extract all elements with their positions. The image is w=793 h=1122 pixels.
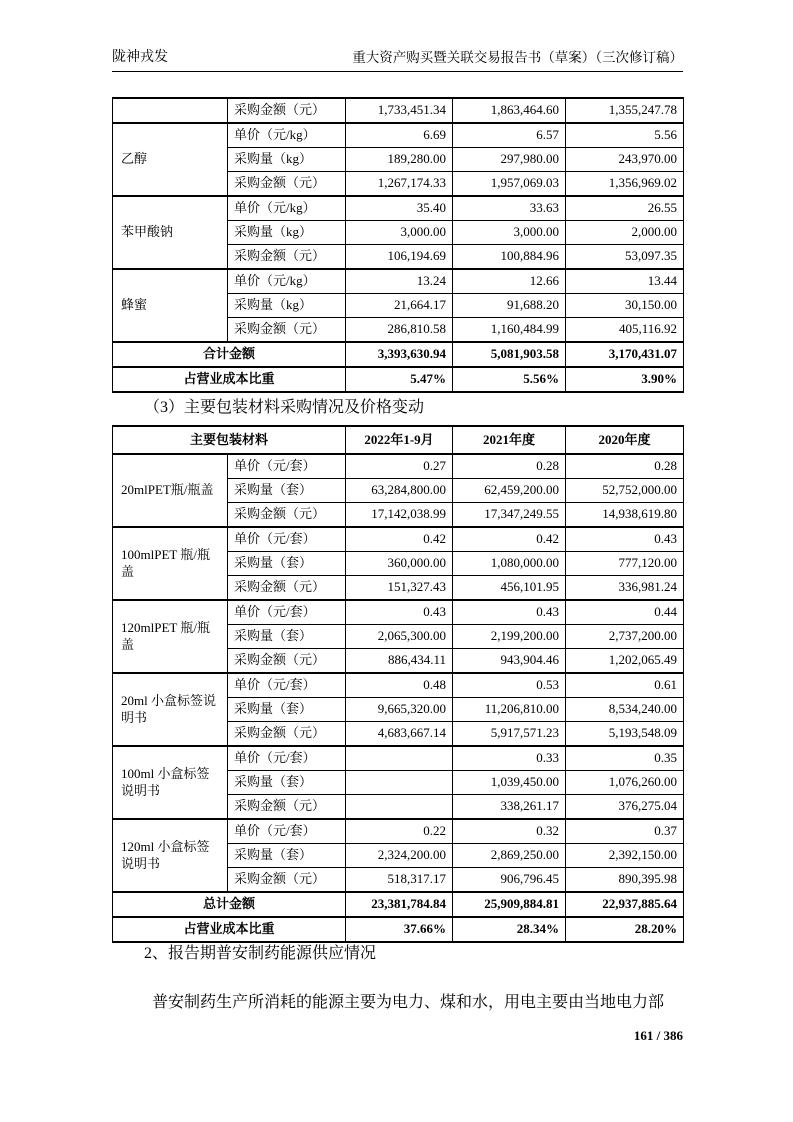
packaging-table-value-cell: 2,869,250.00 [453, 844, 566, 868]
raw-materials-table-value-cell: 100,884.96 [453, 245, 566, 270]
raw-materials-table-value-cell: 1,355,247.78 [566, 98, 684, 123]
raw-materials-table-row [113, 196, 684, 221]
raw-materials-table-value-cell: 1,863,464.60 [453, 98, 566, 123]
packaging-table-value-cell: 0.32 [453, 819, 566, 844]
packaging-table-row [113, 673, 684, 698]
raw-materials-table-value-cell: 3,000.00 [453, 221, 566, 245]
packaging-table-header-row [113, 426, 684, 454]
raw-materials-table-value-cell: 26.55 [566, 196, 684, 221]
raw-materials-table-material-cell: 乙醇 [113, 123, 228, 196]
raw-materials-table-value-cell: 30,150.00 [566, 294, 684, 318]
packaging-table-attribute-cell: 单价（元/套） [228, 673, 346, 698]
raw-materials-table-attribute-cell: 单价（元/kg） [228, 123, 346, 148]
packaging-table-row [113, 819, 684, 844]
packaging-table-value-cell [346, 795, 453, 820]
packaging-table-attribute-cell: 采购量（套） [228, 479, 346, 503]
packaging-table-value-cell: 9,665,320.00 [346, 698, 453, 722]
raw-materials-table-value-cell: 106,194.69 [346, 245, 453, 270]
raw-materials-table-value-cell: 12.66 [453, 269, 566, 294]
packaging-table-material-cell: 100mlPET 瓶/瓶盖 [113, 527, 228, 600]
packaging-table-attribute-cell: 采购金额（元） [228, 649, 346, 674]
packaging-table-attribute-cell: 采购量（套） [228, 844, 346, 868]
raw-materials-table-value-cell: 243,970.00 [566, 148, 684, 172]
packaging-table-value-cell: 456,101.95 [453, 576, 566, 601]
raw-materials-table-value-cell: 1,160,484.99 [453, 318, 566, 343]
packaging-table-value-cell: 2,199,200.00 [453, 625, 566, 649]
packaging-table-attribute-cell: 单价（元/套） [228, 527, 346, 552]
raw-materials-table-value-cell: 53,097.35 [566, 245, 684, 270]
packaging-table-attribute-cell: 采购金额（元） [228, 722, 346, 747]
raw-materials-table-summary-row [113, 342, 684, 367]
raw-materials-table-value-cell: 3,000.00 [346, 221, 453, 245]
raw-materials-table-attribute-cell: 采购金额（元） [228, 98, 346, 123]
packaging-table-summary-value: 37.66% [346, 917, 453, 942]
packaging-table [112, 425, 684, 943]
raw-materials-table-material-cell: 苯甲酸钠 [113, 196, 228, 269]
raw-materials-table-attribute-cell: 采购金额（元） [228, 245, 346, 270]
raw-materials-table-summary-value: 3.90% [566, 367, 684, 392]
raw-materials-table-value-cell: 1,267,174.33 [346, 172, 453, 197]
packaging-table-value-cell: 886,434.11 [346, 649, 453, 674]
packaging-table-attribute-cell: 采购量（套） [228, 625, 346, 649]
raw-materials-table-value-cell: 5.56 [566, 123, 684, 148]
packaging-table-value-cell: 0.43 [453, 600, 566, 625]
packaging-table-value-cell: 0.42 [453, 527, 566, 552]
raw-materials-table-value-cell: 1,733,451.34 [346, 98, 453, 123]
raw-materials-table-value-cell: 6.69 [346, 123, 453, 148]
packaging-table-value-cell: 17,142,038.99 [346, 503, 453, 528]
packaging-table-row [113, 746, 684, 771]
packaging-table-summary-value: 28.20% [566, 917, 684, 942]
packaging-table-value-cell: 518,317.17 [346, 868, 453, 893]
raw-materials-table-attribute-cell: 采购金额（元） [228, 172, 346, 197]
packaging-table-header-cell: 2021年度 [453, 426, 566, 454]
packaging-table-value-cell: 52,752,000.00 [566, 479, 684, 503]
packaging-table-summary-value: 25,909,884.81 [453, 892, 566, 917]
raw-materials-table-summary-label: 占营业成本比重 [113, 367, 346, 392]
raw-materials-table-row [113, 123, 684, 148]
packaging-table-value-cell: 0.42 [346, 527, 453, 552]
raw-materials-table-summary-value: 3,393,630.94 [346, 342, 453, 367]
raw-materials-table-material-cell: 蜂蜜 [113, 269, 228, 342]
page-number: 161 / 386 [633, 1028, 683, 1043]
packaging-table-material-cell: 20ml 小盒标签说明书 [113, 673, 228, 746]
raw-materials-table-summary-value: 5.47% [346, 367, 453, 392]
packaging-table-value-cell: 890,395.98 [566, 868, 684, 893]
raw-materials-table-row [113, 98, 684, 123]
raw-materials-table-attribute-cell: 单价（元/kg） [228, 269, 346, 294]
raw-materials-table-value-cell: 297,980.00 [453, 148, 566, 172]
packaging-table-summary-value: 28.34% [453, 917, 566, 942]
packaging-table-value-cell: 2,392,150.00 [566, 844, 684, 868]
raw-materials-table-value-cell: 13.24 [346, 269, 453, 294]
packaging-table-value-cell: 5,917,571.23 [453, 722, 566, 747]
packaging-materials-table [112, 425, 684, 943]
packaging-table-value-cell: 376,275.04 [566, 795, 684, 820]
packaging-table-value-cell: 14,938,619.80 [566, 503, 684, 528]
raw-materials-table-summary-row [113, 367, 684, 392]
packaging-table-value-cell: 0.37 [566, 819, 684, 844]
packaging-table-value-cell: 1,080,000.00 [453, 552, 566, 576]
packaging-table-attribute-cell: 单价（元/套） [228, 454, 346, 479]
packaging-table-attribute-cell: 单价（元/套） [228, 746, 346, 771]
packaging-table-value-cell: 0.22 [346, 819, 453, 844]
raw-materials-table-value-cell: 6.57 [453, 123, 566, 148]
packaging-table-value-cell: 0.43 [346, 600, 453, 625]
raw-materials-table-value-cell: 35.40 [346, 196, 453, 221]
packaging-table-summary-row [113, 917, 684, 942]
packaging-table-attribute-cell: 采购金额（元） [228, 868, 346, 893]
packaging-table-value-cell: 1,039,450.00 [453, 771, 566, 795]
packaging-table-value-cell: 336,981.24 [566, 576, 684, 601]
raw-materials-table-value-cell: 91,688.20 [453, 294, 566, 318]
raw-materials-table-value-cell: 405,116.92 [566, 318, 684, 343]
packaging-table-value-cell: 8,534,240.00 [566, 698, 684, 722]
packaging-table-row [113, 454, 684, 479]
packaging-table-header-cell: 2020年度 [566, 426, 684, 454]
packaging-table-material-cell: 120ml 小盒标签说明书 [113, 819, 228, 892]
packaging-table-value-cell: 0.33 [453, 746, 566, 771]
packaging-table-material-cell: 20mlPET瓶/瓶盖 [113, 454, 228, 527]
packaging-table-value-cell: 63,284,800.00 [346, 479, 453, 503]
packaging-table-summary-value: 22,937,885.64 [566, 892, 684, 917]
raw-materials-table-row [113, 269, 684, 294]
raw-materials-table-attribute-cell: 采购金额（元） [228, 318, 346, 343]
packaging-table-value-cell: 2,065,300.00 [346, 625, 453, 649]
raw-materials-table-summary-value: 3,170,431.07 [566, 342, 684, 367]
raw-materials-purchase-table [112, 97, 684, 393]
raw-materials-table-value-cell: 189,280.00 [346, 148, 453, 172]
packaging-table-material-cell: 120mlPET 瓶/瓶盖 [113, 600, 228, 673]
packaging-table-summary-label: 占营业成本比重 [113, 917, 346, 942]
packaging-table-value-cell: 2,324,200.00 [346, 844, 453, 868]
packaging-table-row [113, 600, 684, 625]
packaging-table-value-cell: 0.43 [566, 527, 684, 552]
raw-materials-table-summary-label: 合计金额 [113, 342, 346, 367]
raw-materials-table-attribute-cell: 采购量（kg） [228, 148, 346, 172]
raw-materials-table-value-cell: 33.63 [453, 196, 566, 221]
packaging-table-value-cell: 0.48 [346, 673, 453, 698]
packaging-table-value-cell: 0.28 [453, 454, 566, 479]
packaging-table-header-cell: 2022年1-9月 [346, 426, 453, 454]
company-name: 陇神戎发 [112, 50, 168, 65]
packaging-table-attribute-cell: 采购金额（元） [228, 576, 346, 601]
packaging-table-value-cell: 2,737,200.00 [566, 625, 684, 649]
page-header [112, 46, 683, 72]
packaging-table-value-cell: 1,076,260.00 [566, 771, 684, 795]
raw-materials-table-attribute-cell: 采购量（kg） [228, 294, 346, 318]
packaging-table-attribute-cell: 采购量（套） [228, 771, 346, 795]
packaging-table-value-cell: 1,202,065.49 [566, 649, 684, 674]
packaging-table-value-cell: 360,000.00 [346, 552, 453, 576]
packaging-table-attribute-cell: 采购金额（元） [228, 503, 346, 528]
packaging-section-heading: （3）主要包装材料采购情况及价格变动 [144, 399, 425, 416]
packaging-table-value-cell: 11,206,810.00 [453, 698, 566, 722]
report-title: 重大资产购买暨关联交易报告书（草案）（三次修订稿） [352, 50, 683, 65]
raw-materials-table-summary-value: 5.56% [453, 367, 566, 392]
packaging-table-value-cell: 906,796.45 [453, 868, 566, 893]
raw-materials-table-summary-value: 5,081,903.58 [453, 342, 566, 367]
packaging-table-summary-label: 总计金额 [113, 892, 346, 917]
packaging-table-value-cell [346, 771, 453, 795]
raw-materials-table-value-cell: 13.44 [566, 269, 684, 294]
packaging-table-value-cell: 0.53 [453, 673, 566, 698]
packaging-table-value-cell: 0.44 [566, 600, 684, 625]
packaging-table-value-cell: 0.61 [566, 673, 684, 698]
packaging-table-attribute-cell: 采购量（套） [228, 698, 346, 722]
packaging-table-value-cell: 0.27 [346, 454, 453, 479]
packaging-table-value-cell: 151,327.43 [346, 576, 453, 601]
packaging-table-value-cell: 17,347,249.55 [453, 503, 566, 528]
raw-materials-table-material-cell [113, 98, 228, 123]
packaging-table-value-cell [346, 746, 453, 771]
packaging-table-value-cell: 5,193,548.09 [566, 722, 684, 747]
raw-materials-table [112, 97, 684, 393]
packaging-table-value-cell: 62,459,200.00 [453, 479, 566, 503]
packaging-table-attribute-cell: 单价（元/套） [228, 819, 346, 844]
packaging-table-header-cell: 主要包装材料 [113, 426, 346, 454]
raw-materials-table-value-cell: 21,664.17 [346, 294, 453, 318]
raw-materials-table-attribute-cell: 采购量（kg） [228, 221, 346, 245]
packaging-table-value-cell: 777,120.00 [566, 552, 684, 576]
packaging-table-summary-value: 23,381,784.84 [346, 892, 453, 917]
raw-materials-table-value-cell: 2,000.00 [566, 221, 684, 245]
raw-materials-table-value-cell: 286,810.58 [346, 318, 453, 343]
energy-section-heading: 2、报告期普安制药能源供应情况 [144, 945, 377, 962]
raw-materials-table-value-cell: 1,356,969.02 [566, 172, 684, 197]
packaging-table-value-cell: 338,261.17 [453, 795, 566, 820]
packaging-table-row [113, 527, 684, 552]
packaging-table-value-cell: 943,904.46 [453, 649, 566, 674]
packaging-table-material-cell: 100ml 小盒标签说明书 [113, 746, 228, 819]
raw-materials-table-value-cell: 1,957,069.03 [453, 172, 566, 197]
packaging-table-value-cell: 4,683,667.14 [346, 722, 453, 747]
packaging-table-attribute-cell: 采购量（套） [228, 552, 346, 576]
packaging-table-value-cell: 0.35 [566, 746, 684, 771]
packaging-table-attribute-cell: 采购金额（元） [228, 795, 346, 820]
packaging-table-attribute-cell: 单价（元/套） [228, 600, 346, 625]
raw-materials-table-attribute-cell: 单价（元/kg） [228, 196, 346, 221]
packaging-table-summary-row [113, 892, 684, 917]
energy-paragraph: 普安制药生产所消耗的能源主要为电力、煤和水，用电主要由当地电力部 [152, 994, 665, 1011]
packaging-table-value-cell: 0.28 [566, 454, 684, 479]
